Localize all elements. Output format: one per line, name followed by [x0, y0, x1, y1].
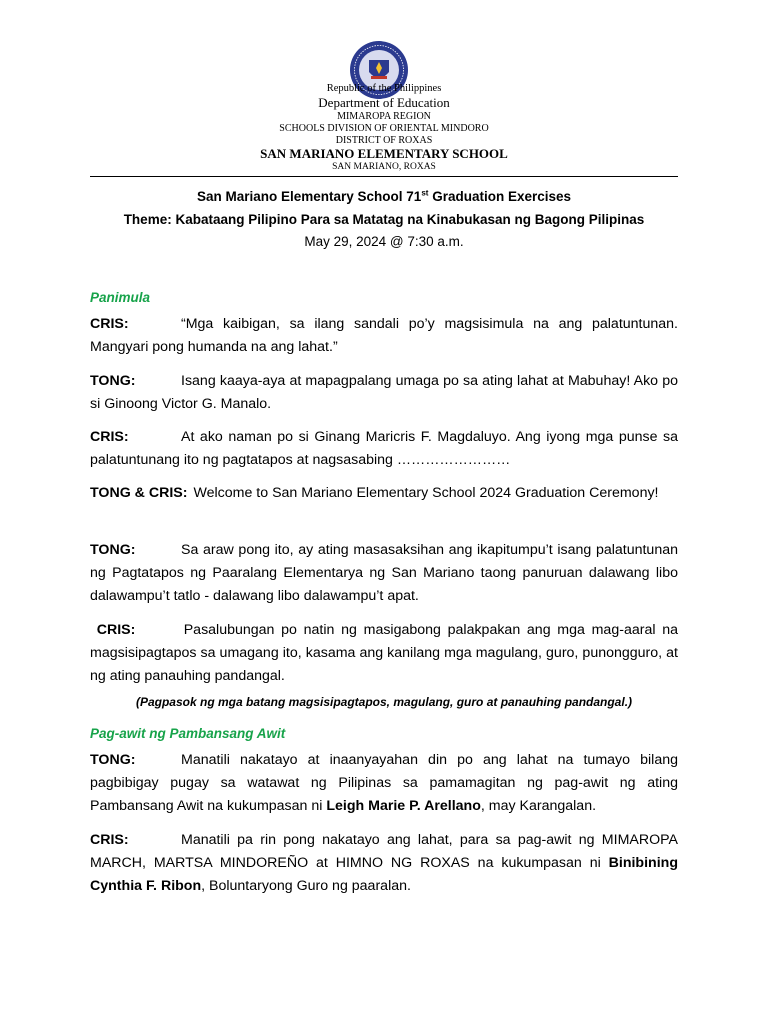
line-text: At ako naman po si Ginang Maricris F. Magdaluyo. Ang iyong mga punse sa palatuntunang ito ng pagtatapos at nagsasabing …………………… [90, 429, 678, 468]
script-line [90, 539, 678, 608]
line-text: Isang kaaya-aya at mapagpalang umaga po sa ating lahat at Mabuhay! Ako po si Ginoong Victor G. Manalo. [90, 373, 678, 412]
script-line [90, 829, 678, 898]
script-line [90, 426, 678, 472]
script-line [90, 313, 678, 359]
speaker-label: TONG: [90, 752, 136, 768]
program-title: San Mariano Elementary School 71st Graduation Exercises [196, 188, 571, 204]
speaker-label: CRIS: [90, 832, 129, 848]
division-line: SCHOOLS DIVISION OF ORIENTAL MINDORO [279, 123, 489, 134]
program-date: May 29, 2024 @ 7:30 a.m. [304, 234, 464, 249]
script-line [90, 619, 678, 688]
script-line [90, 482, 678, 505]
line-text: , Boluntaryong Guro ng paaralan. [201, 878, 411, 894]
district-line: DISTRICT OF ROXAS [335, 135, 433, 146]
speaker-label: CRIS: [90, 316, 129, 332]
program-theme: Theme: Kabataang Pilipino Para sa Matatag na Kinabukasan ng Bagong Pilipinas [123, 212, 645, 227]
department-line: Department of Education [318, 95, 450, 110]
line-text: , may Karangalan. [480, 798, 597, 814]
line-text: Manatili pa rin pong nakatayo ang lahat, para sa pag-awit ng MIMAROPA MARCH, MARTSA MINDOREÑO at HIMNO NG ROXAS na kukumpasan ni [90, 832, 678, 871]
line-text: Sa araw pong ito, ay ating masasaksihan ang ikapitumpu’t isang palatuntunan ng Pagtatapos ng Paaralang Elementarya ng San Mariano taong panuruan dalawang libo dalawampu’t tatlo - dalawang libo dalawampu’t apat. [90, 542, 678, 604]
line-text: “Mga kaibigan, sa ilang sandali po’y magsisimula na ang palatuntunan. Mangyari pong humanda na ang lahat.” [90, 316, 678, 355]
script-line [90, 749, 678, 818]
speaker-label: TONG & CRIS: [90, 485, 188, 501]
line-text: Welcome to San Mariano Elementary School 2024 Graduation Ceremony! [193, 485, 659, 501]
section-heading-pag-awit: Pag-awit ng Pambansang Awit [90, 726, 286, 741]
line-text: Pasalubungan po natin ng masigabong palakpakan ang mga mag-aaral na magsisipagtapos sa umagang ito, kasama ang kanilang mga magulang, guro, punongguro, at ng ating panauhing pandangal. [90, 622, 678, 684]
school-name: SAN MARIANO ELEMENTARY SCHOOL [260, 146, 508, 161]
stage-direction: (Pagpasok ng mga batang magsisipagtapos, magulang, guro at panauhing pandangal.) [135, 695, 633, 709]
conductor-name: Binibining Cynthia F. Ribon [90, 855, 678, 894]
conductor-name: Leigh Marie P. Arellano [326, 798, 481, 814]
header-divider [90, 176, 678, 177]
school-address: SAN MARIANO, ROXAS [332, 162, 436, 172]
line-text: Manatili nakatayo at inaanyayahan din po ang lahat na tumayo bilang pagbibigay pugay sa watawat ng Pilipinas sa pamamagitan ng pag-awit ng ating Pambansang Awit na kukumpasan ni [90, 752, 678, 814]
speaker-label: CRIS: [96, 622, 136, 638]
region-line: MIMAROPA REGION [337, 111, 431, 122]
speaker-label: TONG: [90, 542, 136, 558]
speaker-label: TONG: [90, 373, 136, 389]
section-heading-panimula: Panimula [90, 290, 151, 305]
republic-line: Republic of the Philippines [326, 83, 442, 94]
script-line [90, 370, 678, 416]
speaker-label: CRIS: [90, 429, 129, 445]
